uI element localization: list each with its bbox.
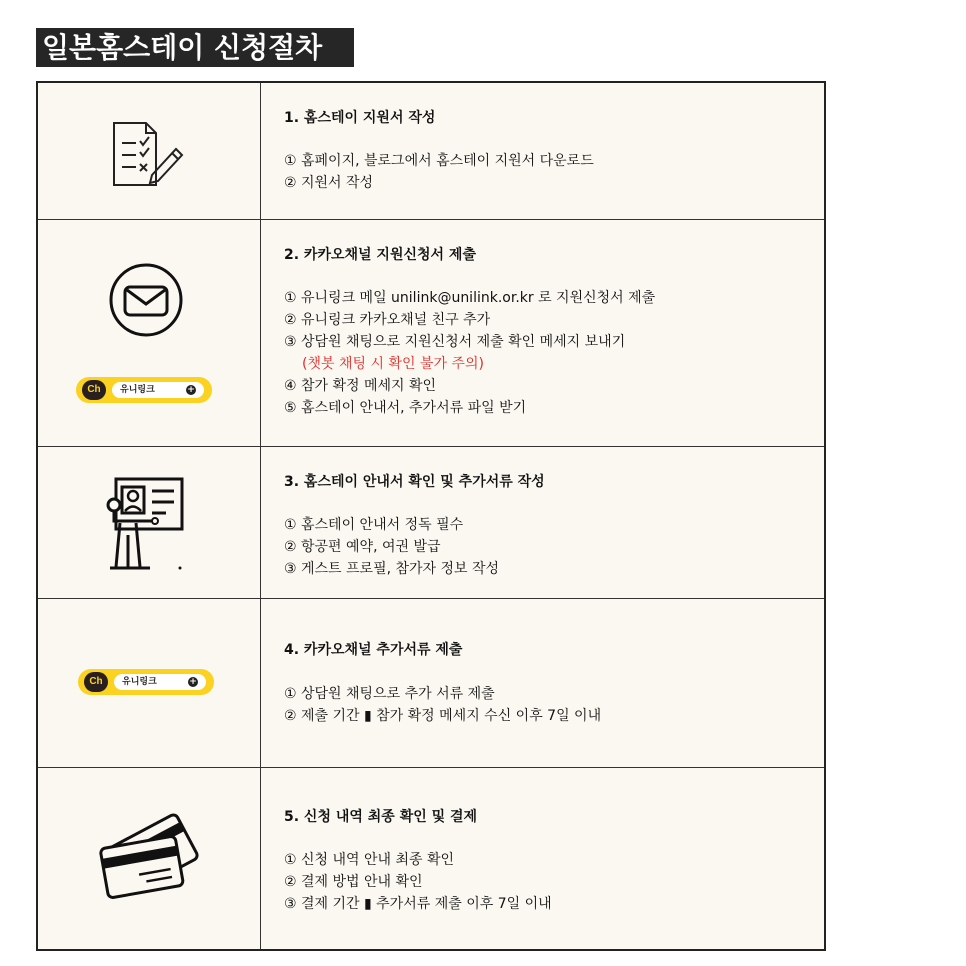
kakao-badge-pill	[114, 674, 206, 690]
step-5-line-3: ③ 결제 기간 ▮ 추가서류 제출 이후 7일 이내	[284, 896, 552, 912]
step-3-line-1: ① 홈스테이 안내서 정독 필수	[284, 517, 464, 533]
step-2-line-5: ⑤ 홈스테이 안내서, 추가서류 파일 받기	[284, 400, 527, 416]
kakao-badge-pill	[112, 382, 204, 398]
step-4-line-1: ① 상담원 채팅으로 추가 서류 제출	[284, 686, 495, 702]
plus-icon: +	[189, 677, 197, 687]
step-1-icon-cell	[38, 83, 261, 219]
step-5-title: 5. 신청 내역 최종 확인 및 결제	[284, 809, 478, 825]
step-1-line-2: ② 지원서 작성	[284, 175, 374, 191]
step-row-2	[38, 220, 824, 447]
step-2-line-4: ④ 참가 확정 메세지 확인	[284, 378, 437, 394]
step-row-5	[38, 768, 824, 949]
step-row-4	[38, 599, 824, 768]
plus-icon: +	[187, 385, 195, 395]
step-5-icon-cell	[38, 768, 261, 949]
kakao-channel-ch-icon: Ch	[84, 672, 108, 692]
page-title: 일본홈스테이 신청절차	[36, 28, 354, 67]
step-2-icon-cell	[38, 220, 261, 446]
step-3-line-3: ③ 게스트 프로필, 참가자 정보 작성	[284, 561, 500, 577]
step-3-text-cell	[284, 447, 814, 598]
step-5-line-2: ② 결제 방법 안내 확인	[284, 874, 423, 890]
kakao-channel-badge[interactable]	[76, 377, 212, 403]
step-3-title: 3. 홈스테이 안내서 확인 및 추가서류 작성	[284, 474, 545, 490]
step-4-title: 4. 카카오채널 추가서류 제출	[284, 642, 463, 658]
step-4-icon-cell	[38, 599, 261, 767]
document-checklist-pen-icon	[110, 121, 190, 191]
credit-cards-icon	[98, 806, 198, 906]
procedure-table	[36, 81, 826, 951]
presenter-board-icon	[106, 475, 186, 575]
step-3-line-2: ② 항공편 예약, 여권 발급	[284, 539, 441, 555]
step-2-line-1: ① 유니링크 메일 unilink@unilink.or.kr 로 지원신청서 제출	[284, 290, 656, 306]
envelope-icon	[108, 262, 184, 338]
step-1-text-cell	[284, 83, 814, 219]
step-3-icon-cell	[38, 447, 261, 598]
step-5-text-cell	[284, 768, 814, 949]
kakao-badge-name: 유니링크	[122, 677, 157, 687]
step-1-line-1: ① 홈페이지, 블로그에서 홈스테이 지원서 다운로드	[284, 153, 594, 169]
step-2-warning-note: (챗봇 채팅 시 확인 불가 주의)	[302, 356, 484, 372]
step-1-title: 1. 홈스테이 지원서 작성	[284, 110, 436, 126]
step-row-1	[38, 83, 824, 220]
kakao-badge-name: 유니링크	[120, 385, 155, 395]
step-4-line-2: ② 제출 기간 ▮ 참가 확정 메세지 수신 이후 7일 이내	[284, 708, 602, 724]
step-2-text-cell	[284, 220, 814, 446]
step-2-line-2: ② 유니링크 카카오채널 친구 추가	[284, 312, 491, 328]
step-row-3	[38, 447, 824, 599]
step-2-title: 2. 카카오채널 지원신청서 제출	[284, 247, 476, 263]
kakao-channel-badge-icon[interactable]	[78, 669, 214, 695]
kakao-channel-ch-icon: Ch	[82, 380, 106, 400]
step-5-line-1: ① 신청 내역 안내 최종 확인	[284, 852, 455, 868]
step-2-line-3: ③ 상담원 채팅으로 지원신청서 제출 확인 메세지 보내기	[284, 334, 626, 350]
step-4-text-cell	[284, 599, 814, 767]
